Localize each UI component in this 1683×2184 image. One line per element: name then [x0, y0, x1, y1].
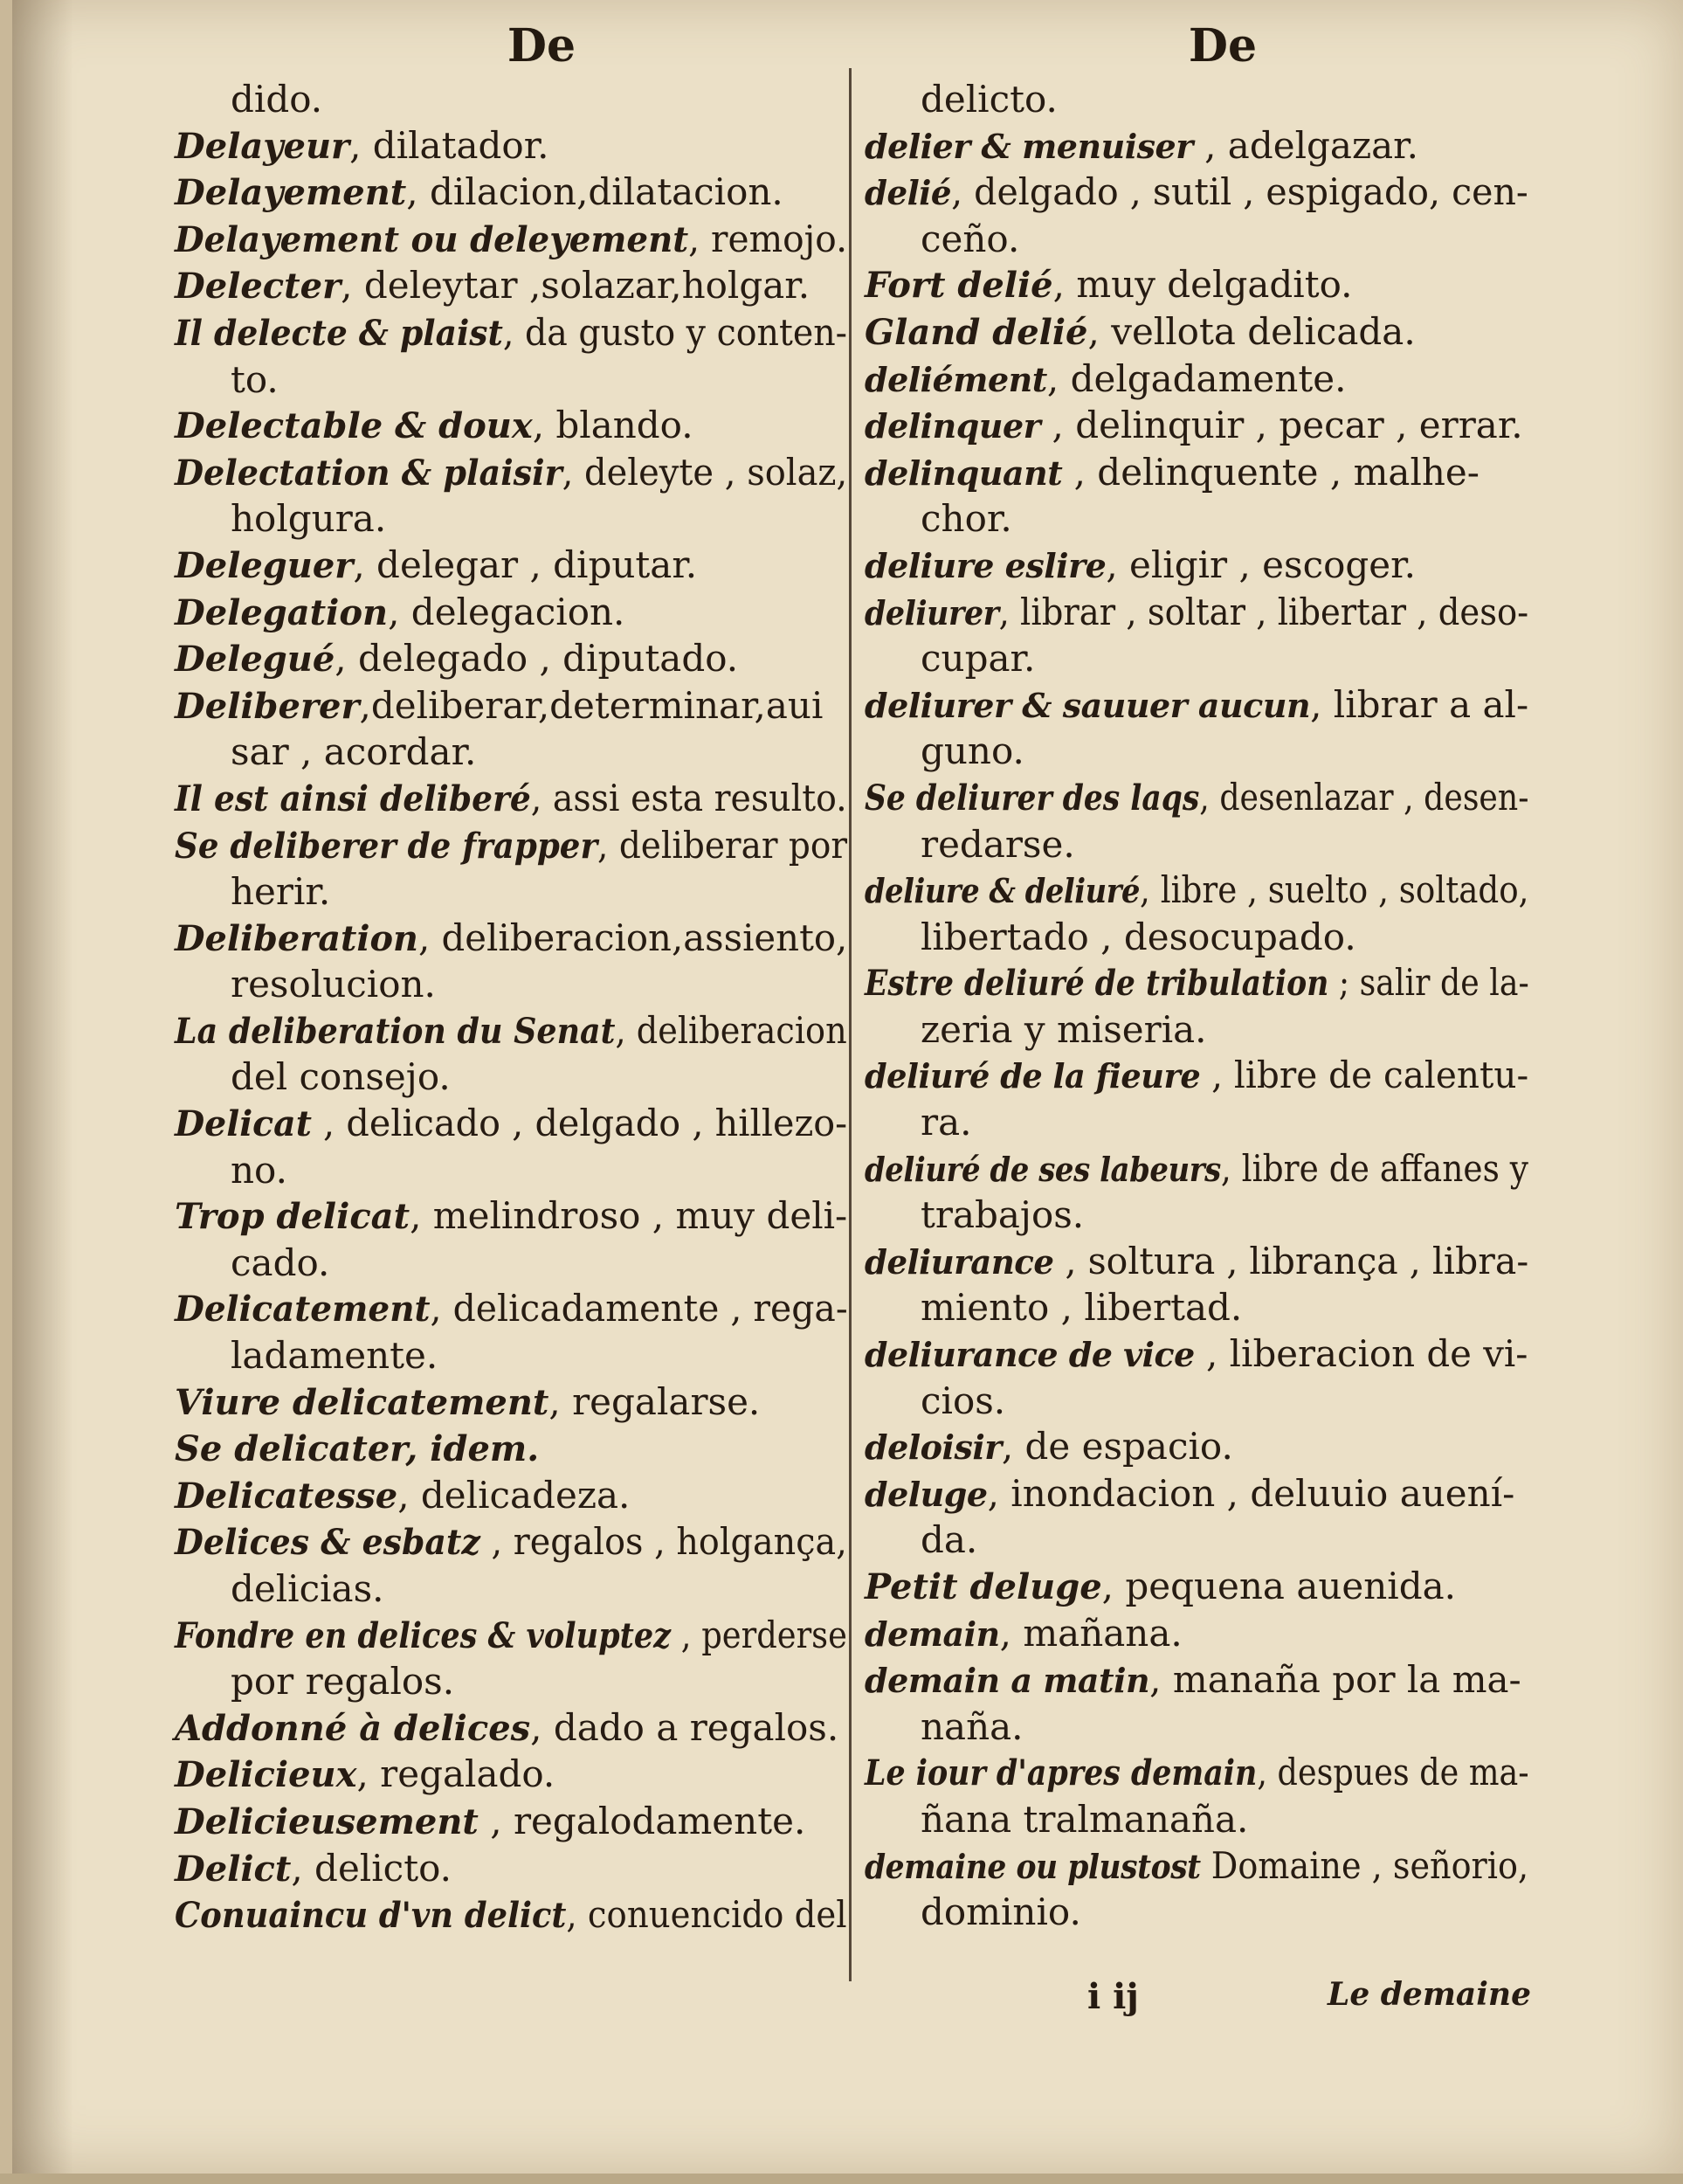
dictionary-line [865, 1192, 1528, 1239]
dictionary-line [175, 776, 847, 823]
dictionary-line [865, 1890, 1528, 1936]
dictionary-line [865, 1611, 1528, 1658]
definition: cupar. [921, 637, 1036, 681]
dictionary-line [175, 1101, 848, 1148]
dictionary-line [175, 1241, 847, 1287]
headword: Delict [175, 1848, 292, 1890]
left-column [175, 77, 847, 1939]
dictionary-line [175, 636, 847, 683]
headword: Deliberation [175, 917, 418, 959]
running-head-left: De [507, 19, 576, 73]
definition: , vellota delicada. [1087, 309, 1416, 353]
definition: da. [921, 1518, 978, 1562]
dictionary-line [865, 1564, 1528, 1611]
dictionary-line [175, 1846, 847, 1893]
definition: , remojo. [688, 217, 848, 260]
definition: , deleyte , solaz, [562, 450, 848, 494]
definition: , despues de ma- [1257, 1751, 1529, 1794]
dictionary-line [865, 1797, 1528, 1843]
headword: demaine ou plustost [865, 1846, 1201, 1886]
headword: Estre deliuré de tribulation [865, 963, 1329, 1005]
headword: Viure delicatement [175, 1381, 549, 1423]
headword: deliurance [865, 1241, 1054, 1282]
definition: por regalos. [231, 1660, 455, 1704]
definition: to. [231, 357, 279, 401]
catchword: Le demaine [1328, 1976, 1531, 2013]
headword: Delicat [175, 1103, 312, 1145]
dictionary-line [865, 1750, 1529, 1797]
definition: ladamente. [231, 1334, 438, 1378]
dictionary-line [865, 1239, 1529, 1286]
definition: , librar , soltar , libertar , deso- [998, 590, 1529, 633]
dictionary-line [175, 916, 848, 963]
definition: naña. [921, 1704, 1024, 1748]
definition: dido. [231, 78, 323, 121]
headword: Delegué [175, 639, 335, 681]
dictionary-line [865, 496, 1528, 543]
headword: demain a matin [865, 1661, 1150, 1701]
dictionary-line [175, 962, 847, 1008]
dictionary-line [865, 590, 1529, 637]
dictionary-line [865, 1843, 1529, 1890]
definition: , conuencido del [566, 1893, 847, 1937]
definition: chor. [921, 497, 1012, 541]
headword: Deleguer [175, 544, 354, 586]
dictionary-line [865, 309, 1528, 356]
dictionary-line [175, 590, 847, 637]
running-head-right: De [1188, 19, 1258, 73]
dictionary-line [175, 1333, 847, 1379]
definition: , melindroso , muy deli- [410, 1194, 848, 1238]
dictionary-line [175, 263, 847, 310]
dictionary-line [175, 729, 847, 776]
dictionary-line [865, 262, 1528, 309]
dictionary-line [865, 450, 1528, 497]
dictionary-line [175, 1752, 847, 1799]
headword: Gland delié [865, 311, 1088, 353]
dictionary-line [175, 1613, 847, 1660]
definition: , delegado , diputado. [335, 637, 739, 681]
definition: , assi esta resulto. [530, 776, 847, 819]
headword: Addonné à delices [175, 1707, 531, 1749]
headword: Delices & esbatz [175, 1522, 480, 1564]
definition: , deliberar por [597, 823, 848, 867]
headword: delinquer [865, 406, 1041, 446]
definition: , da gusto y conten- [502, 310, 848, 354]
headword: Delicieusement [175, 1800, 479, 1842]
definition: , delicadamente , rega- [430, 1287, 848, 1330]
definition: , dado a regalos. [530, 1705, 839, 1749]
dictionary-line [175, 1566, 847, 1613]
dictionary-line [865, 915, 1528, 961]
headword: deliurance de vice [865, 1335, 1195, 1375]
gutter-shadow [12, 0, 73, 2174]
definition: , liberacion de vi- [1194, 1332, 1528, 1376]
dictionary-line [865, 1379, 1528, 1425]
dictionary-line [175, 1659, 847, 1705]
definition: , pequena auenida. [1101, 1565, 1457, 1607]
definition: resolucion. [231, 963, 436, 1006]
definition: , regalodamente. [478, 1799, 806, 1842]
dictionary-line [175, 403, 847, 450]
definition: , librar a al- [1310, 682, 1529, 726]
dictionary-line [865, 1146, 1528, 1193]
definition: ceño. [921, 217, 1020, 260]
dictionary-line [175, 1426, 847, 1473]
dictionary-line [865, 822, 1528, 868]
dictionary-line [175, 1286, 848, 1333]
headword: Petit deluge [865, 1566, 1102, 1607]
definition: zeria y miseria. [921, 1007, 1207, 1051]
definition: , libre de calentu- [1200, 1054, 1529, 1097]
dictionary-line [865, 217, 1528, 263]
headword: deliure eslire [865, 545, 1107, 585]
definition: , delicto. [291, 1846, 452, 1890]
definition: del consejo. [231, 1055, 451, 1099]
definition: , delegar , diputar. [353, 543, 698, 586]
dictionary-line [865, 1007, 1528, 1054]
definition: , eligir , escoger. [1106, 543, 1416, 586]
dictionary-line [865, 1053, 1529, 1100]
dictionary-line [865, 1704, 1528, 1751]
definition: , inondacion , deluuio auení- [987, 1471, 1515, 1515]
headword: deliure & deliuré [865, 871, 1141, 911]
headword: delinquant [865, 453, 1063, 493]
dictionary-line [865, 403, 1528, 450]
dictionary-line [865, 356, 1528, 404]
dictionary-line [175, 217, 848, 264]
definition: , deleytar ,solazar,holgar. [341, 264, 810, 308]
headword: delié [865, 173, 952, 213]
headword: demain [865, 1614, 1000, 1654]
headword: deliurer & sauuer aucun [865, 685, 1311, 725]
headword: Il delecte & plaist [175, 312, 503, 354]
definition: , perderse [671, 1613, 847, 1656]
definition: sar , acordar. [231, 730, 477, 774]
dictionary-line [175, 357, 847, 404]
dictionary-line [175, 543, 847, 590]
definition: delicias. [231, 1567, 384, 1610]
headword: Delectation & plaisir [175, 452, 562, 494]
definition: , libre de affanes y [1220, 1146, 1528, 1190]
definition: ñana tralmanaña. [921, 1797, 1249, 1841]
definition: no. [231, 1148, 287, 1192]
headword: deliurer [865, 592, 999, 632]
dictionary-line [175, 77, 847, 123]
definition: , adelgazar. [1192, 123, 1418, 167]
headword: deloisir [865, 1427, 1002, 1468]
definition: Domaine , señorio, [1200, 1843, 1529, 1887]
definition: dominio. [921, 1890, 1081, 1934]
definition: ; salir de la- [1328, 961, 1529, 1005]
definition: delicto. [921, 78, 1058, 121]
definition: , dilatador. [349, 123, 549, 167]
headword: Delicatesse [175, 1475, 398, 1517]
definition: , delegacion. [388, 590, 625, 633]
definition: ,deliberar,determinar,aui [359, 683, 824, 727]
headword: Le iour d'apres demain [865, 1752, 1258, 1794]
definition: holgura. [231, 497, 387, 541]
definition: , desenlazar , desen- [1199, 775, 1529, 819]
dictionary-line [865, 960, 1529, 1007]
dictionary-line [175, 683, 847, 730]
dictionary-line [175, 1892, 847, 1939]
headword: deliément [865, 359, 1047, 399]
headword: Delayeur [175, 125, 350, 167]
dictionary-line [175, 1519, 847, 1566]
headword: deliuré de ses labeurs [865, 1149, 1221, 1189]
dictionary-line [175, 1008, 847, 1055]
right-column [865, 77, 1528, 1936]
dictionary-line [865, 1100, 1528, 1146]
headword: Delayement ou deleyement [175, 218, 689, 260]
headword: Trop delicat [175, 1196, 410, 1238]
headword: Delicatement [175, 1289, 431, 1330]
dictionary-line [865, 1424, 1528, 1471]
definition: miento , libertad. [921, 1286, 1243, 1330]
headword: deliuré de la fieure [865, 1056, 1201, 1096]
definition: , libre , suelto , soltado, [1140, 868, 1529, 912]
dictionary-line [175, 169, 847, 217]
dictionary-line [865, 636, 1528, 682]
dictionary-line [175, 1148, 847, 1194]
definition: guno. [921, 729, 1024, 773]
definition: , de espacio. [1001, 1425, 1233, 1469]
headword: Se deliberer de frapper [175, 825, 598, 867]
definition: , soltura , librança , libra- [1053, 1239, 1529, 1282]
dictionary-line [865, 775, 1529, 822]
definition: redarse. [921, 822, 1075, 866]
definition: , muy delgadito. [1052, 263, 1353, 307]
dictionary-line [175, 823, 848, 870]
definition: , delgadamente. [1046, 356, 1347, 400]
definition: , delgado , sutil , espigado, cen- [951, 170, 1528, 214]
definition: , delicadeza. [397, 1473, 631, 1517]
column-divider [849, 68, 852, 1981]
headword: Il est ainsi deliberé [175, 778, 531, 819]
definition: , manaña por la ma- [1149, 1658, 1521, 1702]
definition: cado. [231, 1241, 330, 1284]
headword: Conuaincu d'vn delict [175, 1895, 567, 1937]
dictionary-line [175, 869, 847, 916]
dictionary-line [865, 1517, 1528, 1564]
definition: , deliberacion [615, 1008, 847, 1052]
headword: Delicieux [175, 1754, 357, 1796]
dictionary-line [175, 1193, 847, 1241]
definition: , dilacion,dilatacion. [406, 170, 783, 214]
dictionary-line [865, 123, 1528, 170]
dictionary-line [175, 1799, 847, 1846]
dictionary-line [865, 729, 1528, 775]
signature-mark: i ij [1087, 1976, 1139, 2017]
definition: cios. [921, 1379, 1006, 1422]
definition: , delinquir , pecar , errar. [1040, 404, 1523, 447]
headword: Delegation [175, 591, 389, 633]
dictionary-line [865, 1285, 1528, 1331]
definition: , regalos , holgança, [479, 1520, 847, 1564]
dictionary-line [865, 169, 1528, 217]
dictionary-line [175, 450, 848, 497]
dictionary-line [175, 310, 848, 357]
dictionary-line [865, 543, 1528, 590]
headword: La deliberation du Senat [175, 1010, 616, 1052]
dictionary-line [865, 1657, 1528, 1704]
headword: Delectable & doux [175, 405, 533, 447]
definition: , regalarse. [548, 1379, 761, 1423]
dictionary-line [865, 1331, 1527, 1379]
dictionary-line [175, 1379, 847, 1427]
definition: libertado , desocupado. [921, 915, 1356, 958]
headword: Se delicater, idem. [175, 1428, 540, 1470]
dictionary-line [175, 1705, 847, 1752]
definition: , delinquente , malhe- [1062, 450, 1480, 494]
definition: , deliberacion,assiento, [417, 916, 848, 959]
headword: Se deliurer des laqs [865, 777, 1200, 819]
dictionary-line [175, 1054, 847, 1101]
definition: herir. [231, 870, 331, 914]
definition: , regalado. [356, 1752, 555, 1796]
dictionary-line [175, 1473, 847, 1520]
headword: Delayement [175, 172, 407, 214]
headword: delier & menuiser [865, 126, 1193, 166]
dictionary-line [865, 1471, 1528, 1518]
page-edge [0, 2174, 1683, 2184]
headword: deluge [865, 1474, 988, 1514]
dictionary-line [865, 867, 1529, 915]
headword: Fondre en delices & voluptez [175, 1614, 672, 1656]
definition: , delicado , delgado , hillezo- [311, 1102, 848, 1145]
headword: Deliberer [175, 685, 360, 727]
dictionary-line [865, 682, 1528, 729]
definition: ra. [921, 1101, 972, 1144]
definition: , blando. [532, 404, 693, 447]
headword: Delecter [175, 266, 341, 308]
dictionary-line [175, 496, 847, 543]
headword: Fort delié [865, 265, 1053, 307]
dictionary-line [865, 77, 1528, 123]
definition: , mañana. [999, 1611, 1183, 1655]
dictionary-line [175, 123, 847, 170]
definition: trabajos. [921, 1193, 1085, 1237]
